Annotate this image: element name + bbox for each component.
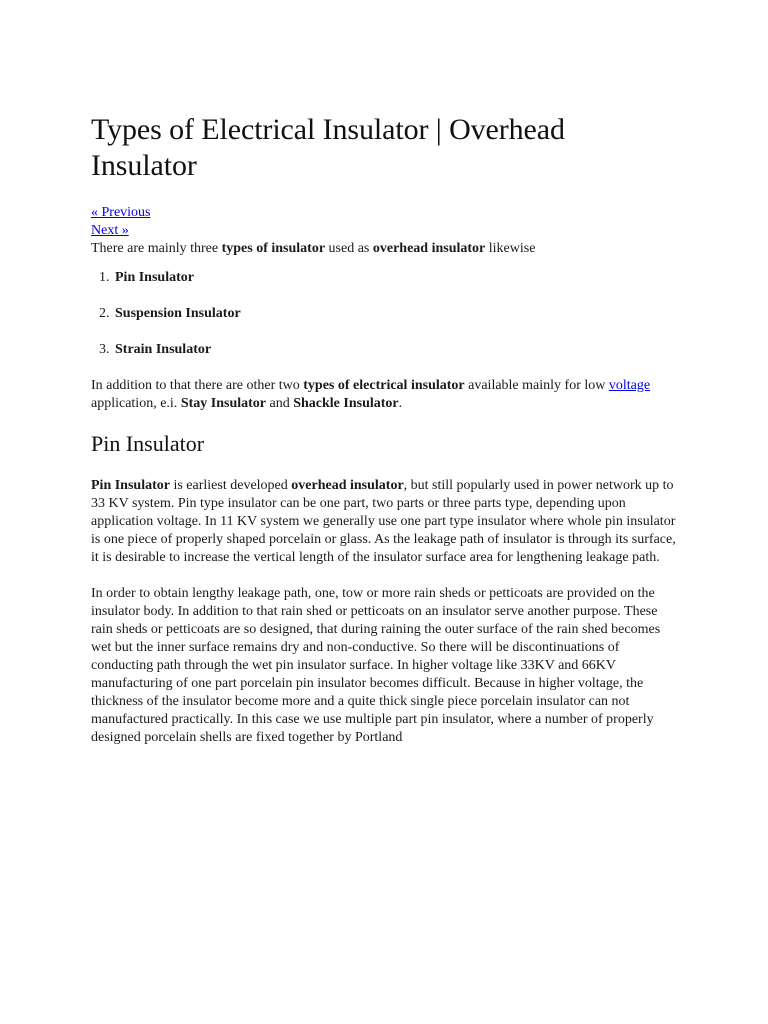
para2-bold-3: Shackle Insulator xyxy=(293,396,399,411)
list-item-label: Strain Insulator xyxy=(115,342,212,357)
list-item xyxy=(113,269,678,287)
para3-bold-2: overhead insulator xyxy=(291,478,404,493)
list-item-label: Pin Insulator xyxy=(115,270,194,285)
para3-text-1: is earliest developed xyxy=(169,478,292,493)
para2-text-2: available mainly for low xyxy=(464,378,609,393)
insulator-types-list xyxy=(91,269,678,359)
intro-text-1: There are mainly three xyxy=(91,241,222,256)
para2-text-5: . xyxy=(398,396,403,411)
intro-text-3: likewise xyxy=(485,241,536,256)
pagination-nav xyxy=(91,204,678,240)
para2-text-1: In addition to that there are other two xyxy=(91,378,304,393)
section-heading: Pin Insulator xyxy=(91,431,205,456)
para2-text-4: and xyxy=(266,396,294,411)
additional-types-paragraph xyxy=(91,377,678,413)
list-item xyxy=(113,305,678,323)
pin-insulator-paragraph xyxy=(91,477,678,567)
list-item xyxy=(113,341,678,359)
page-title: Types of Electrical Insulator | Overhead Insulator xyxy=(91,113,565,182)
para2-text-3: application, e.i. xyxy=(91,396,181,411)
leakage-path-paragraph: In order to obtain lengthy leakage path, one, tow or more rain sheds or petticoats are provided on the insulator body. In addition to that rain shed or petticoats on an insulator serve another purpose. These rain sheds or petticoats are so designed, that during raining the outer surface of the rain shed becomes wet but the inner surface remains dry and non-conductive. So there will be discontinuations of conducting path through the wet pin insulator surface. In higher voltage like 33KV and 66KV manufacturing of one part porcelain pin insulator becomes difficult. Because in higher voltage, the thickness of the insulator become more and a quite thick single piece porcelain insulator can not manufactured practically. In this case we use multiple part pin insulator, where a number of properly designed porcelain shells are fixed together by Portland xyxy=(91,586,661,745)
para2-bold-1: types of electrical insulator xyxy=(303,378,465,393)
intro-bold-1: types of insulator xyxy=(221,241,326,256)
next-link[interactable]: Next » xyxy=(91,223,129,238)
voltage-link[interactable]: voltage xyxy=(608,378,651,393)
list-item-label: Suspension Insulator xyxy=(115,306,241,321)
intro-bold-2: overhead insulator xyxy=(372,241,486,256)
para2-bold-2: Stay Insulator xyxy=(180,396,266,411)
para3-bold-1: Pin Insulator xyxy=(91,478,170,493)
previous-link[interactable]: « Previous xyxy=(91,205,151,220)
intro-text-2: used as xyxy=(325,241,373,256)
para3-text-2: , but still popularly used in power network up to 33 KV system. Pin type insulator can be one part, two parts or three parts type, depending upon application voltage. In 11 KV system we generally use one part type insulator where whole pin insulator is one piece of properly shaped porcelain or glass. As the leakage path of insulator is through its surface, it is desirable to increase the vertical length of the insulator surface area for lengthening leakage path. xyxy=(91,478,676,565)
intro-paragraph xyxy=(91,240,678,258)
